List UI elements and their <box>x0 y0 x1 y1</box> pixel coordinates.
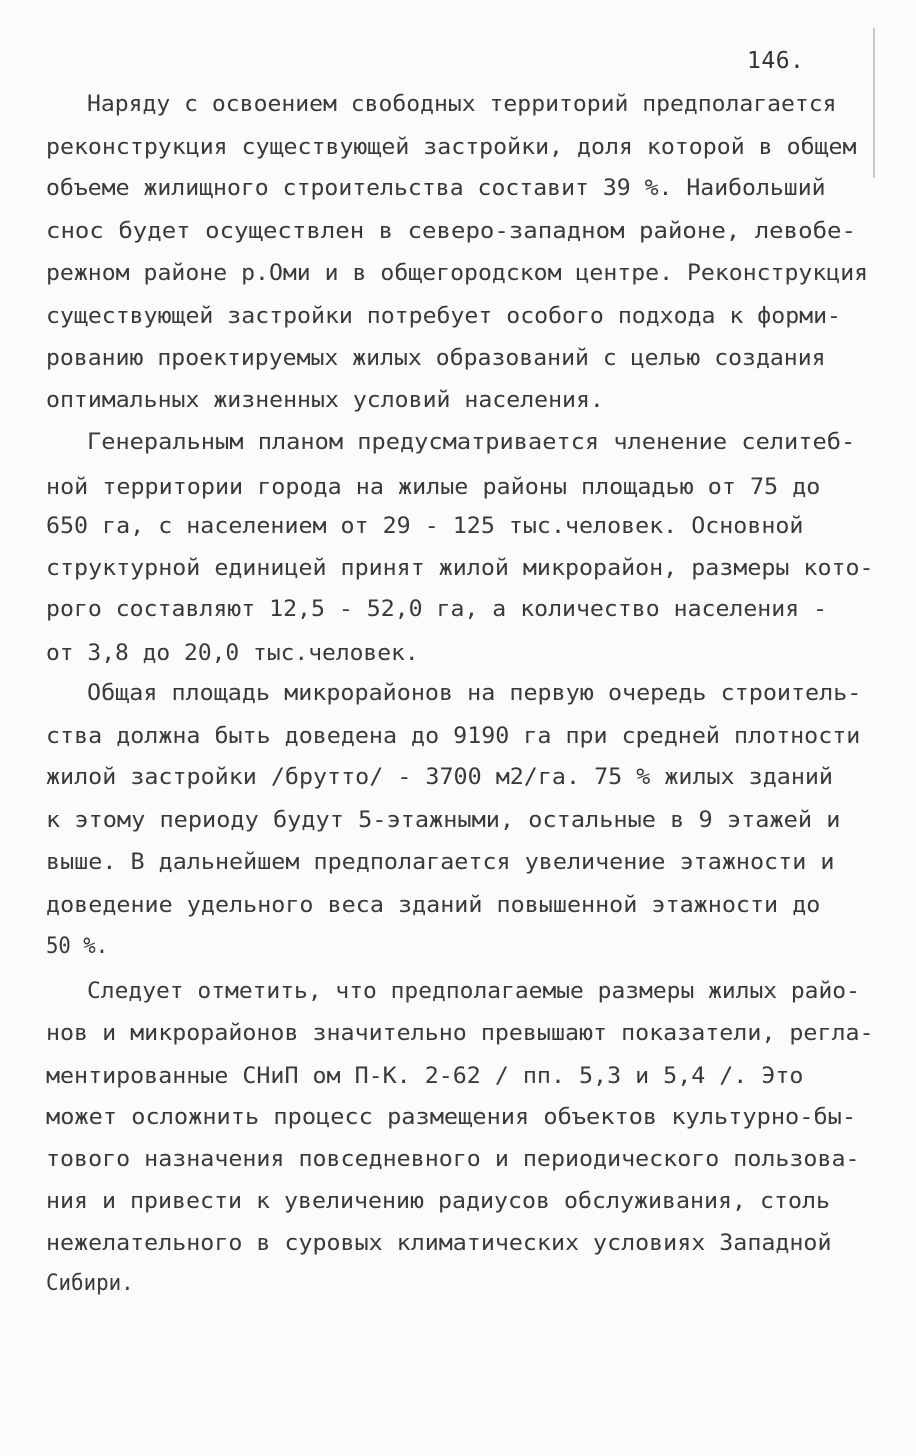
text-line: выше. В дальнейшем предполагается увеличение этажности и <box>46 850 835 875</box>
text-line: ной территории города на жилые районы площадью от 75 до <box>46 475 821 500</box>
text-line: ния и привести к увеличению радиусов обслуживания, столь <box>46 1189 831 1214</box>
text-line: ства должна быть доведена до 9190 га при средней плотности <box>46 724 861 749</box>
text-line: Общая площадь микрорайонов на первую очередь строитель- <box>87 681 862 706</box>
text-line: снос будет осуществлен в северо-западном районе, левобе- <box>46 219 856 244</box>
text-line: Генеральным планом предусматривается членение селитеб- <box>87 430 856 455</box>
text-line: реконструкция существующей застройки, доля которой в общем <box>46 135 857 160</box>
text-line: режном районе р.Оми и в общегородском центре. Реконструкция <box>46 261 869 286</box>
text-line: доведение удельного веса зданий повышенной этажности до <box>46 893 821 918</box>
text-line: жилой застройки /брутто/ - 3700 м2/га. 75 % жилых зданий <box>46 765 833 790</box>
text-line: существующей застройки потребует особого подхода к форми- <box>46 304 841 329</box>
text-line: 50 %. <box>46 934 109 959</box>
text-line: 650 га, с населением от 29 - 125 тыс.человек. Основной <box>46 514 804 539</box>
text-line: ментированные СНиП ом П-К. 2-62 / пп. 5,3 и 5,4 /. Это <box>46 1064 804 1089</box>
text-line: от 3,8 до 20,0 тыс.человек. <box>46 641 419 666</box>
text-line: рованию проектируемых жилых образований с целью создания <box>46 346 826 371</box>
text-line: нежелательного в суровых климатических условиях Западной <box>46 1231 832 1256</box>
text-line: структурной единицей принят жилой микрорайон, размеры кото- <box>46 556 874 581</box>
text-line: объеме жилищного строительства составит 39 %. Наибольший <box>46 176 826 201</box>
text-line: к этому периоду будут 5-этажными, остальные в 9 этажей и <box>46 808 841 833</box>
text-line: оптимальных жизненных условий населения. <box>46 388 604 413</box>
text-line: Сибири. <box>46 1271 134 1296</box>
text-line: может осложнить процесс размещения объектов культурно-бы- <box>46 1105 857 1130</box>
text-line: Наряду с освоением свободных территорий предполагается <box>87 92 837 117</box>
text-line: рого составляют 12,5 - 52,0 га, а количество населения - <box>46 597 828 622</box>
text-line: Следует отметить, что предполагаемые размеры жилых райо- <box>87 979 860 1004</box>
page-edge-line <box>873 28 875 178</box>
page-number: 146. <box>747 48 805 74</box>
text-line: нов и микрорайонов значительно превышают показатели, регла- <box>46 1021 874 1046</box>
text-line: тового назначения повседневного и периодического пользова- <box>46 1147 860 1172</box>
